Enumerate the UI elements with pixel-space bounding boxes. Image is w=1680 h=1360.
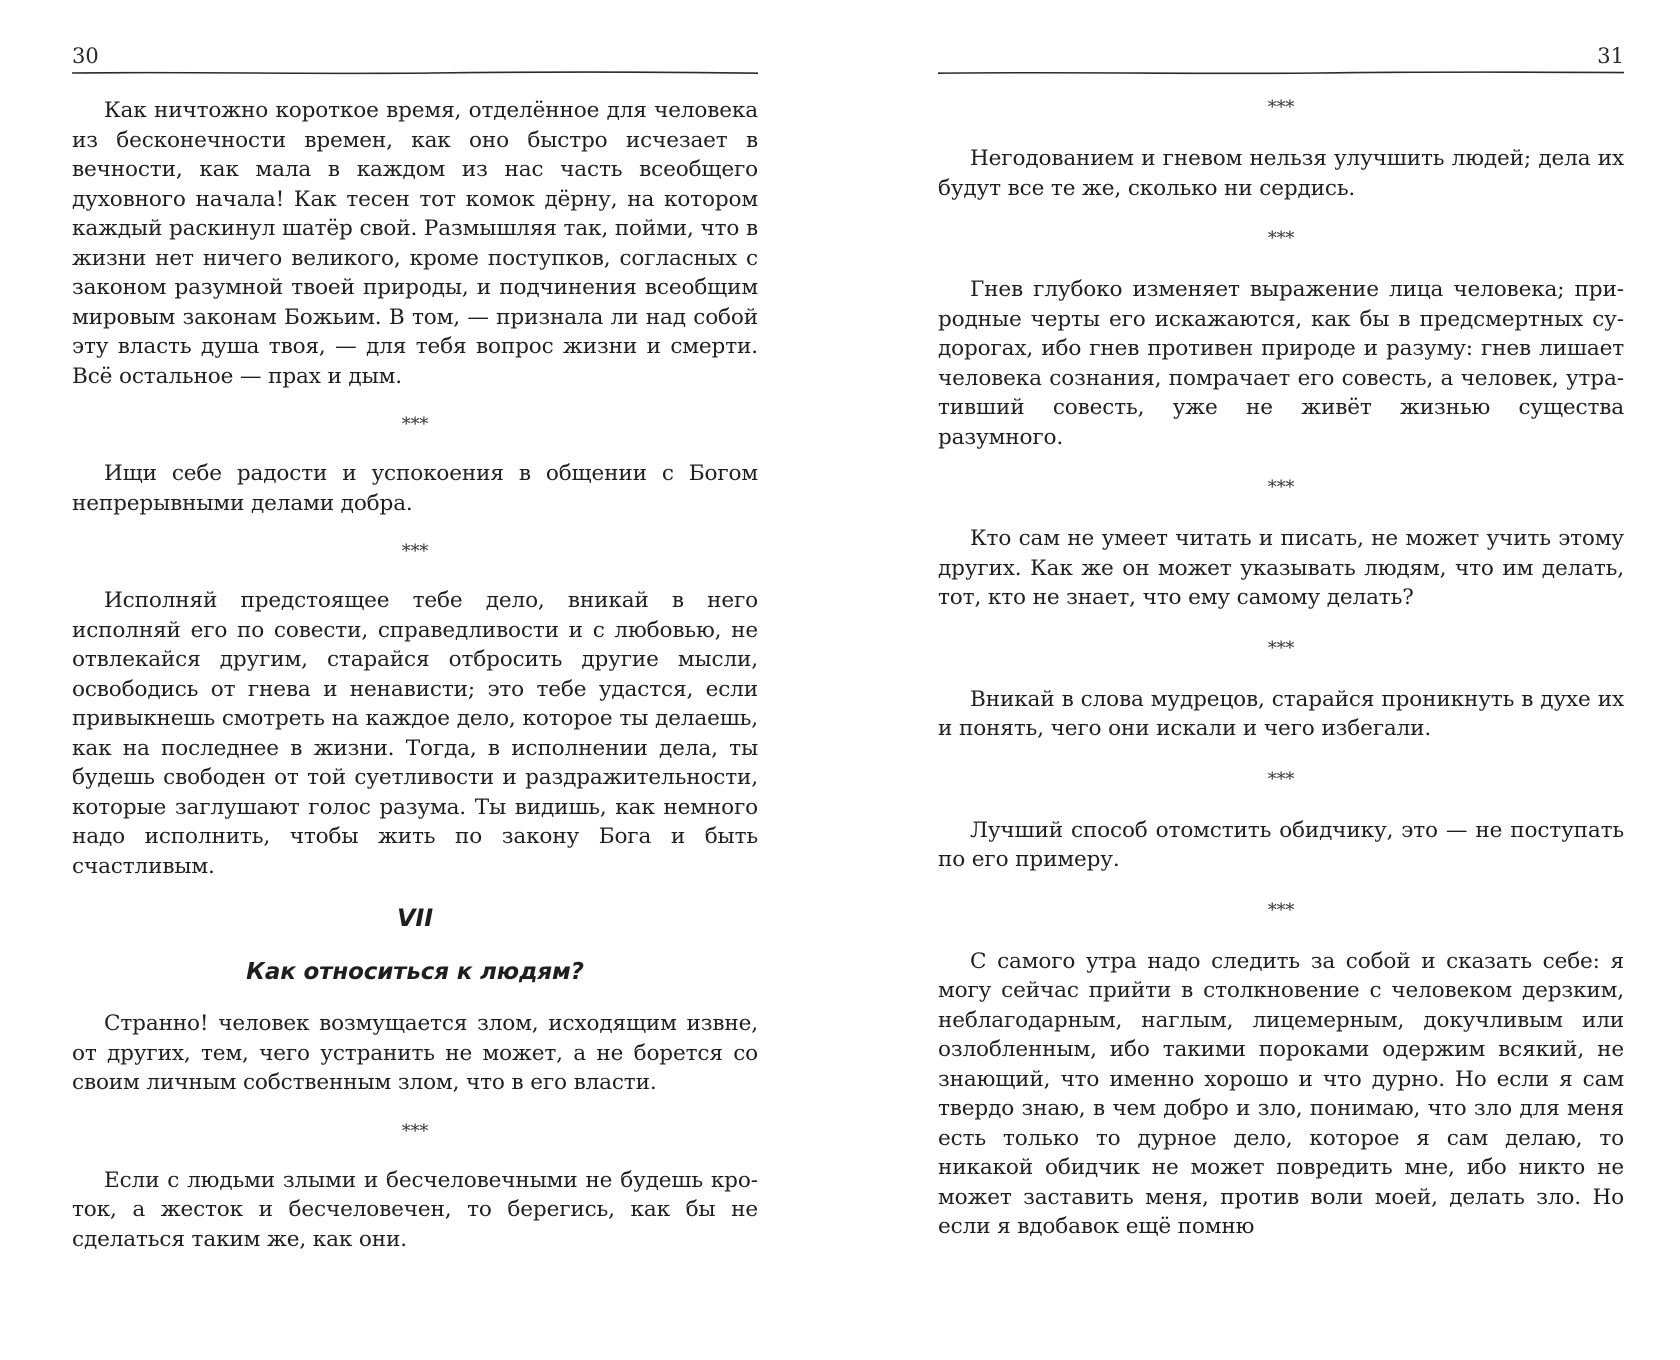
right-paragraph-4: Вникай в слова мудрецов, старайся проникнуть в духе их и понять, чего они искали и чего избегали.	[938, 686, 1624, 741]
left-separator-2: ***	[401, 541, 429, 562]
right-paragraph-6: С самого утра надо следить за собой и сказать себе: я могу сейчас прийти в столкновение с человеком дерзким, неблагодарным, наглым, лицемерным, докучливым или озлобленным, ибо такими пороками одержим всякий, не знающий, что именно хорошо и что дурно. Но если я сам твердо знаю, в чем добро и зло, понимаю, что зло для меня есть только то дурное дело, которое я сам делаю, то никакой обидчик не может повредить мне, ибо никто не может заставить меня, против воли моей, делать зло. Но если я вдобавок ещё помню	[938, 948, 1624, 1239]
right-page-header	[938, 0, 1624, 74]
right-paragraph-1: Негодованием и гневом нельзя улучшить людей; дела их будут все те же, сколько ни сердись.	[938, 146, 1624, 201]
left-paragraph-5: Если с людьми злыми и бесчеловечными не будешь кроток, а жесток и бесчеловечен, то берегись, как бы не сделаться таким же, как они.	[72, 1167, 758, 1252]
left-paragraph-1: Как ничтожно короткое время, отделённое для человека из бесконечности времен, как оно быстро исчезает в вечности, как мала в каждом из нас часть всеобщего духовного начала! Как тесен тот комок дёрну, на котором каждый раскинул шатёр свой. Размышляя так, пойми, что в жизни нет ничего великого, кроме поступков, согласных с законом разумной твоей природы, и подчинения всеобщим мировым законам Божьим. В том, — признала ли над собой эту власть душа твоя, — для тебя вопрос жизни и смерти. Всё остальное — прах и дым.	[72, 98, 758, 389]
right-separator-5: ***	[1267, 768, 1295, 790]
right-paragraph-5: Лучший способ отомстить обидчику, это — не поступать по его примеру.	[938, 817, 1624, 872]
left-page	[72, 0, 758, 1360]
right-separator-6: ***	[1267, 899, 1295, 921]
right-page	[938, 0, 1624, 1360]
right-separator-4: ***	[1267, 637, 1295, 659]
right-paragraph-3: Кто сам не умеет читать и писать, не может учить этому других. Как же он может указывать людям, что им делать, тот, кто не знает, что ему самому делать?	[938, 526, 1624, 610]
left-paragraph-3: Исполняй предстоящее тебе дело, вникай в него исполняй его по совести, справедливости и с любовью, не отвлекайся другим, старайся отбросить другие мысли, освободись от гнева и ненависти; это тебе удастся, если привыкнешь смотреть на каждое дело, которое ты делаешь, как на последнее в жизни. Тогда, в исполнении дела, ты будешь свободен от той суетливости и раздражительности, которые заглушают голос разума. Ты видишь, как немного надо исполнить, чтобы жить по закону Бога и быть счастливым.	[72, 588, 758, 879]
left-separator-1: ***	[401, 414, 429, 435]
chapter-title: Как относиться к людям?	[246, 959, 584, 985]
right-separator-3: ***	[1267, 477, 1295, 498]
left-page-header	[72, 0, 758, 74]
right-separator-2: ***	[1267, 228, 1295, 249]
left-paragraph-2: Ищи себе радости и успокоения в общении с Богом непрерывными делами добра.	[72, 461, 758, 516]
right-paragraph-2: Гнев глубоко изменяет выражение лица человека; природные черты его искажаются, как бы в предсмертных судорогах, ибо гнев противен природе и разуму: гнев лишает человека сознания, помрачает его совесть, а человек, утративший совесть, уже не живёт жизнью существа разумного.	[938, 277, 1624, 450]
left-page-number: 30	[72, 44, 99, 68]
left-paragraph-4: Странно! человек возмущается злом, исходящим извне, от других, тем, чего устранить не может, а не борется со своим личным собственным злом, что в его власти.	[72, 1011, 758, 1095]
chapter-number: VII	[397, 904, 433, 932]
right-page-content	[938, 98, 1624, 1242]
left-separator-3: ***	[401, 1120, 429, 1142]
right-separator-1: ***	[1267, 97, 1295, 118]
right-header-rule	[938, 70, 1624, 76]
right-page-number: 31	[1597, 44, 1624, 68]
left-header-rule	[72, 70, 758, 76]
left-page-content	[72, 96, 758, 1254]
